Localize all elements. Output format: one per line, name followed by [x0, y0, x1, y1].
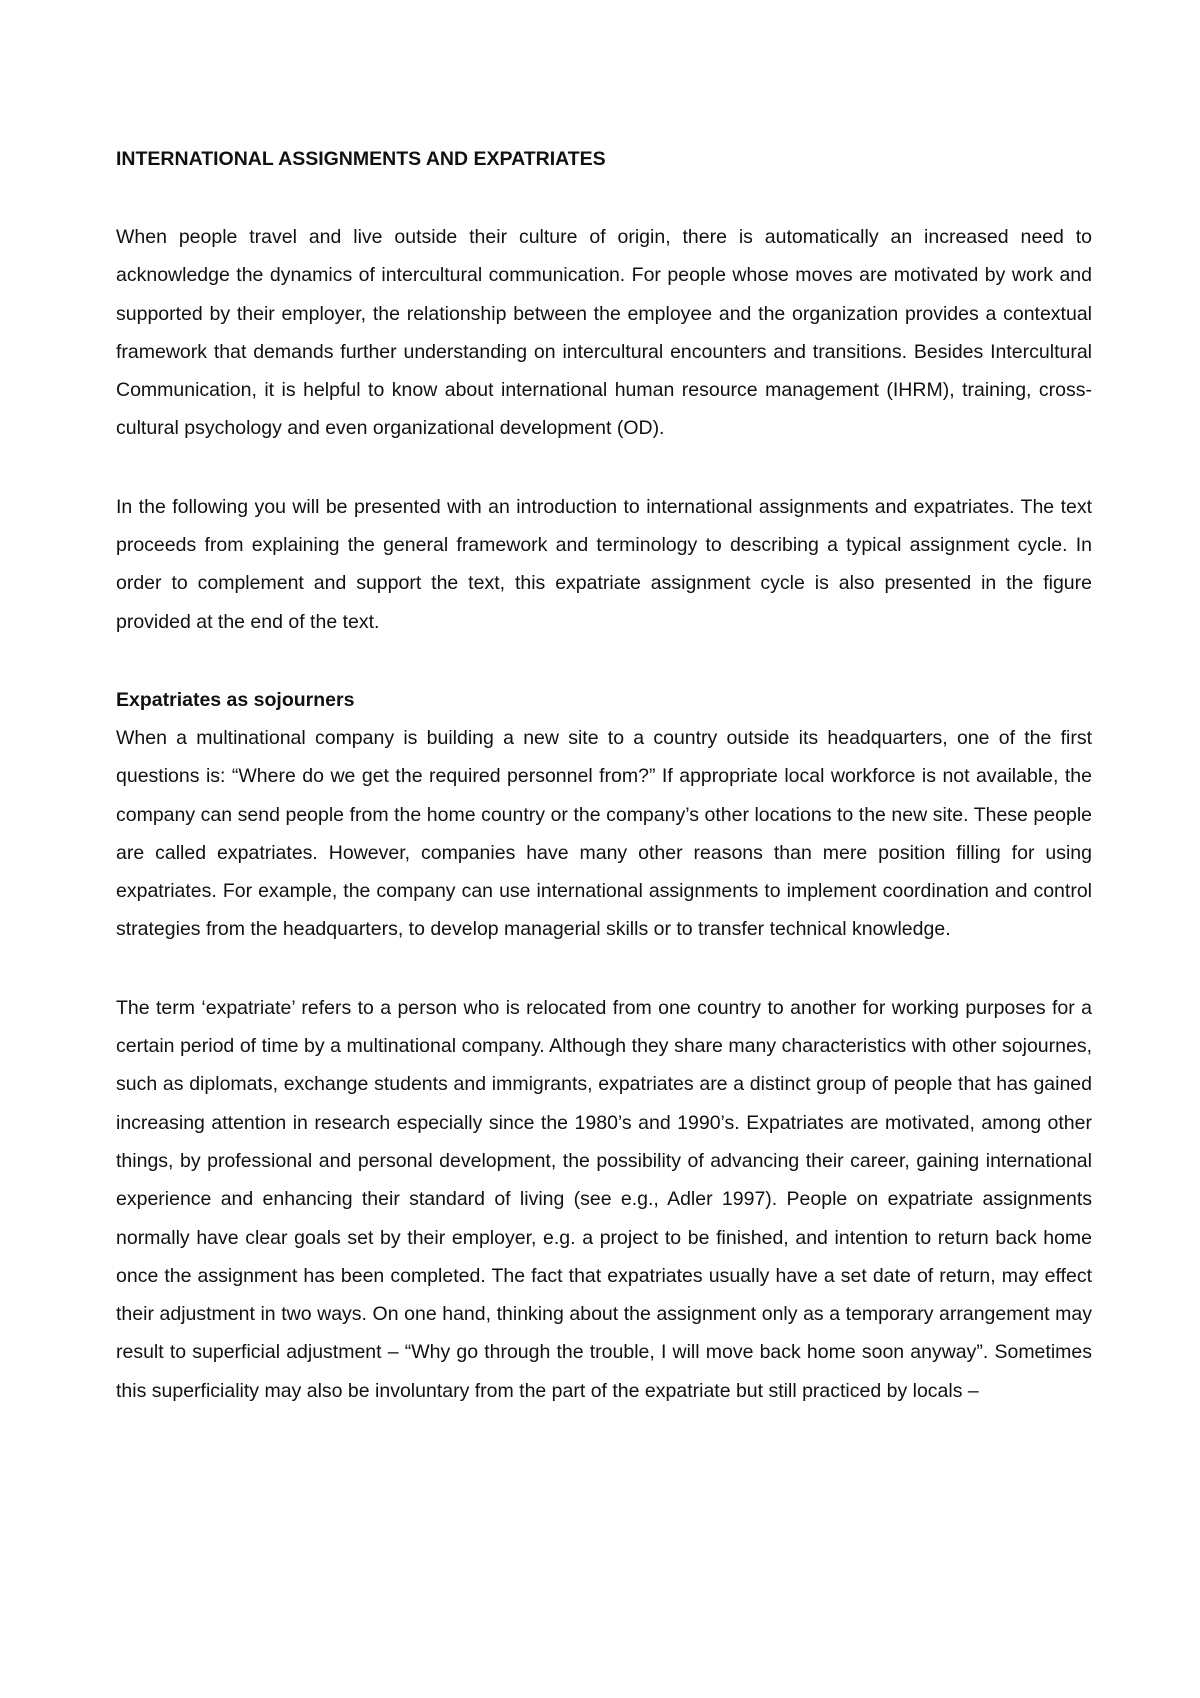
intro-paragraph-1: When people travel and live outside their culture of origin, there is automatically an increased need to acknowledge the dynamics of intercultural communication. For people whose moves are motivated by work and supported by their employer, the relationship between the employee and the organization provides a contextual framework that demands further understanding on intercultural encounters and transitions. Besides Intercultural Communication, it is helpful to know about international human resource management (IHRM), training, cross-cultural psychology and even organizational development (OD).	[116, 226, 1092, 440]
intro-paragraph-2: In the following you will be presented with an introduction to international assignments and expatriates. The text proceeds from explaining the general framework and terminology to describing a typical assignment cycle. In order to complement and support the text, this expatriate assignment cycle is also presented in the figure provided at the end of the text.	[116, 495, 1092, 633]
section-paragraph-1: When a multinational company is building a new site to a country outside its headquarters, one of the first questions is: “Where do we get the required personnel from?” If appropriate local workforce is not available, the company can send people from the home country or the company’s other locations to the new site. These people are called expatriates. However, companies have many other reasons than mere position filling for using expatriates. For example, the company can use international assignments to implement coordination and control strategies from the headquarters, to develop managerial skills or to transfer technical knowledge.	[116, 726, 1092, 941]
section-paragraph-2: The term ‘expatriate’ refers to a person who is relocated from one country to another for working purposes for a certain period of time by a multinational company. Although they share many characteristics with other sojournes, such as diplomats, exchange students and immigrants, expatriates are a distinct group of people that has gained increasing attention in research especially since the 1980’s and 1990’s. Expatriates are motivated, among other things, by professional and personal development, the possibility of advancing their career, gaining international experience and enhancing their standard of living (see e.g., Adler 1997). People on expatriate assignments normally have clear goals set by their employer, e.g. a project to be finished, and intention to return back home once the assignment has been completed. The fact that expatriates usually have a set date of return, may effect their adjustment in two ways. On one hand, thinking about the assignment only as a temporary arrangement may result to superficial adjustment – “Why go through the trouble, I will move back home soon anyway”. Sometimes this superficiality may also be involuntary from the part of the expatriate but still practiced by locals –	[116, 996, 1092, 1402]
document-title: INTERNATIONAL ASSIGNMENTS AND EXPATRIATES	[116, 148, 606, 170]
section-heading: Expatriates as sojourners	[116, 688, 355, 711]
document-page	[116, 140, 1092, 1410]
